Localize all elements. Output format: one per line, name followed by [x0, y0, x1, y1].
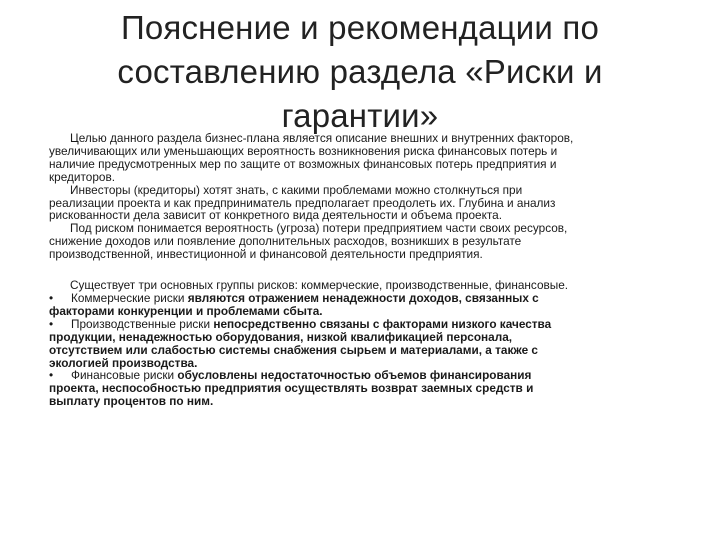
- slide-title: [40, 6, 680, 138]
- bullet-production-label: Производственные риски: [71, 316, 214, 331]
- bullet-production-text: непосредственно связаны с факторами низкого качества продукции, ненадежностью оборудования, низкой квалификацией персонала, отсутствием или слабостью системы снабжения сырьем и материалами, а также с экологией производства.: [49, 316, 552, 370]
- bullet-commercial-text: являются отражением ненадежности доходов, связанных с факторами конкуренции и проблемами сбыта.: [49, 290, 539, 318]
- bullet-production-risks: [49, 318, 683, 370]
- title-line-3: гарантии»: [281, 97, 439, 134]
- bullet-marker: •: [49, 368, 54, 383]
- bullet-financial-label: Финансовые риски: [71, 368, 178, 383]
- bullet-commercial-risks: [49, 292, 683, 318]
- paragraph-risk-definition: Под риском понимается вероятность (угроза) потери предприятием части своих ресурсов, снижение доходов или появление дополнительных расходов, возникших в результате производственной, инвестиционной и финансовой деятельности предприятия.: [49, 221, 568, 262]
- bullet-marker: •: [49, 316, 54, 331]
- paragraph-investors: Инвесторы (кредиторы) хотят знать, с какими проблемами можно столкнуться при реализации проекта и как предприниматель предполагает преодолеть их. Глубина и анализ рискованности дела зависит от конкретного вида деятельности и объема проекта.: [49, 182, 556, 223]
- bullet-financial-text: обусловлены недостаточностью объемов финансирования проекта, неспособностью предприятия осуществлять возврат заемных средств и выплату процентов по ним.: [49, 368, 534, 409]
- bullet-commercial-label: Коммерческие риски: [71, 290, 188, 305]
- paragraph-purpose: Целью данного раздела бизнес-плана является описание внешних и внутренних факторов, увеличивающих или уменьшающих вероятность возникновения риска финансовых потерь и наличие предусмотренных мер по защите от возможных финансовых потерь предприятия и кредиторов.: [49, 131, 574, 184]
- paragraph-risk-groups: Существует три основных группы рисков: коммерческие, производственные, финансовые.: [70, 278, 569, 293]
- bullet-financial-risks: [49, 369, 683, 408]
- slide-body: [49, 132, 683, 408]
- title-line-2: составлению раздела «Риски и: [117, 53, 603, 90]
- spacer: [49, 261, 683, 279]
- title-line-1: Пояснение и рекомендации по: [120, 9, 600, 46]
- bullet-marker: •: [49, 290, 54, 305]
